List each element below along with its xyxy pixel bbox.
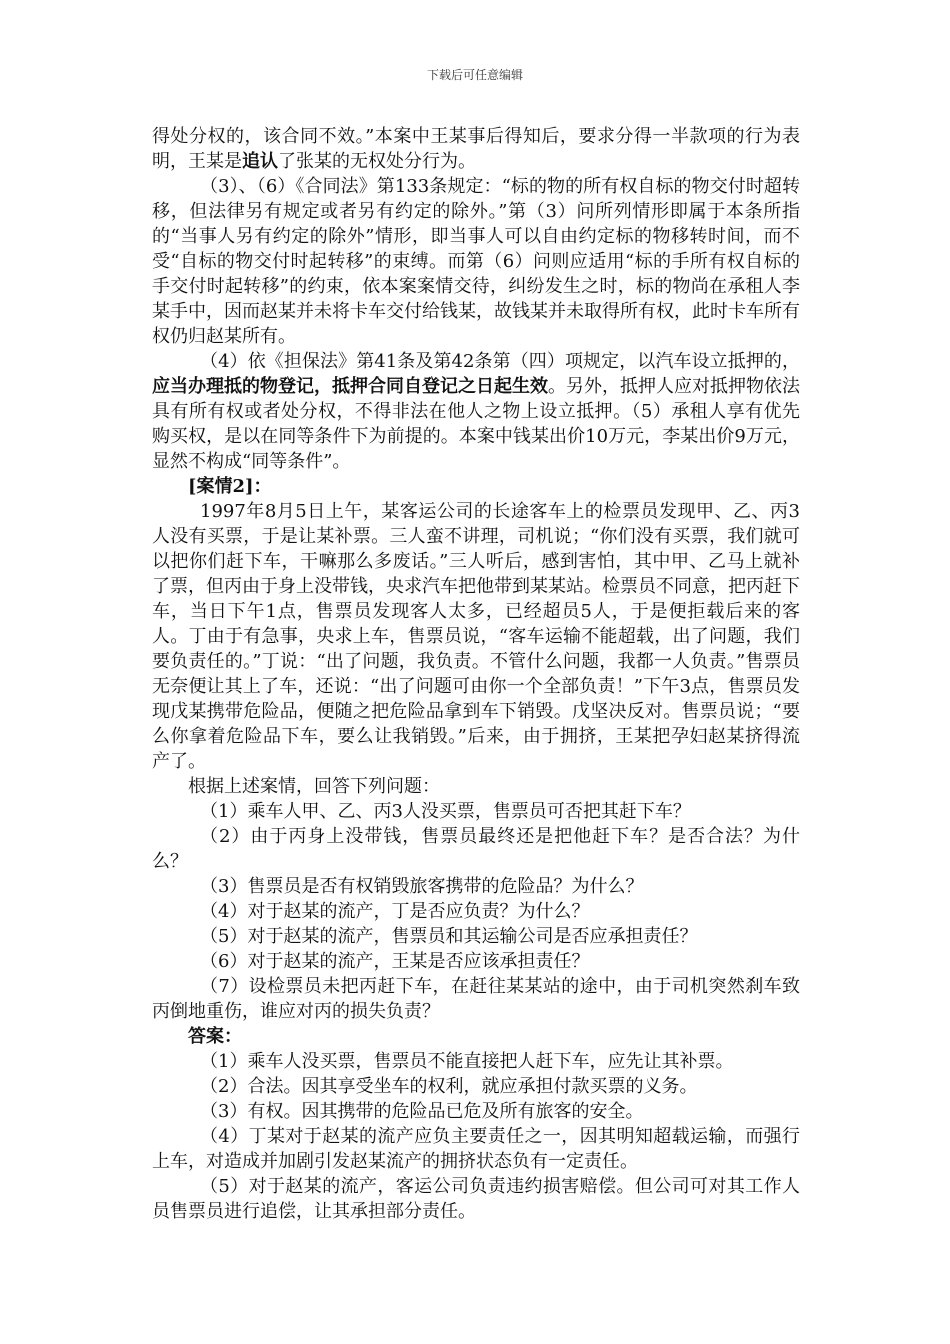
section-heading-answers: 答案： xyxy=(188,1026,242,1047)
paragraph-text: 得处分权的，该合同不效。”本案中王某事后得知后，要求分得一半款项的行为表明，王某是 xyxy=(152,126,800,172)
page-header: 下载后可任意编辑 xyxy=(426,68,523,82)
paragraph-continuation xyxy=(152,124,800,174)
bold-term: 追认 xyxy=(242,151,278,172)
question-item: （7）设检票员未把丙赶下车，在赶往某某站的途中，由于司机突然刹车致丙倒地重伤，谁应对丙的损失负责？ xyxy=(152,976,800,1022)
answer-item: （2）合法。因其享受坐车的权利，就应承担付款买票的义务。 xyxy=(200,1076,698,1097)
section-heading-case2: [案情2]： xyxy=(188,476,272,497)
question-item: （5）对于赵某的流产，售票员和其运输公司是否应承担责任？ xyxy=(200,926,698,947)
paragraph-text: （4）依《担保法》第41条及第42条第（四）项规定，以汽车设立抵押的， xyxy=(200,351,800,372)
question-item: （1）乘车人甲、乙、丙3人没买票，售票员可否把其赶下车？ xyxy=(200,801,691,822)
questions-intro: 根据上述案情，回答下列问题： xyxy=(188,776,440,797)
answer-item: （5）对于赵某的流产，客运公司负责违约损害赔偿。但公司可对其工作人员售票员进行追偿，让其承担部分责任。 xyxy=(152,1176,800,1222)
paragraph-answer-3-6: （3）、（6）《合同法》第133条规定：“标的物的所有权自标的物交付时超转移，但法律另有规定或者另有约定的除外。”第（3）问所列情形即属于本条所指的“当事人另有约定的除外”情形，即当事人可以自由约定标的物移转时间，而不受“自标的物交付时起转移”的束缚。而第（6）问则应适用“标的手所有权自标的手交付时起转移”的约束，依本案案情交待，纠纷发生之时，标的物尚在承租人李某手中，因而赵某并未将卡车交付给钱某，故钱某并未取得所有权，此时卡车所有权仍归赵某所有。 xyxy=(152,176,800,347)
question-item: （3）售票员是否有权销毁旅客携带的危险品？为什么？ xyxy=(200,876,644,897)
document-body xyxy=(152,124,800,1224)
question-item: （4）对于赵某的流产，丁是否应负责？为什么？ xyxy=(200,901,590,922)
answer-item: （3）有权。因其携带的危险品已危及所有旅客的安全。 xyxy=(200,1101,644,1122)
question-item: （2）由于丙身上没带钱，售票员最终还是把他赶下车？是否合法？为什么？ xyxy=(152,826,800,872)
paragraph-text: 。另外，抵押人应对抵押物依法具有所有权或者处分权，不得非法在他人之物上设立抵押。（5）承租人享有优先购买权，是以在同等条件下为前提的。本案中钱某出价10万元，李某出价9万元，显然不构成“同等条件”。 xyxy=(152,376,800,472)
question-item: （6）对于赵某的流产，王某是否应该承担责任？ xyxy=(200,951,590,972)
bold-phrase: 应当办理抵的物登记，抵押合同自登记之日起生效 xyxy=(152,376,548,397)
answer-item: （4）丁某对于赵某的流产应负主要责任之一，因其明知超载运输，而强行上车，对造成并加剧引发赵某流产的拥挤状态负有一定责任。 xyxy=(152,1126,800,1172)
paragraph-text: 了张某的无权处分行为。 xyxy=(278,151,476,172)
paragraph-answer-4-5 xyxy=(152,349,800,474)
answer-item: （1）乘车人没买票，售票员不能直接把人赶下车，应先让其补票。 xyxy=(200,1051,734,1072)
case2-narrative: 1997年8月5日上午，某客运公司的长途客车上的检票员发现甲、乙、丙3人没有买票，于是让某补票。三人蛮不讲理，司机说；“你们没有买票，我们就可以把你们赶下车，干嘛那么多废话。”三人听后，感到害怕，其中甲、乙马上就补了票，但丙由于身上没带钱，央求汽车把他带到某某站。检票员不同意，把丙赶下车，当日下午1点，售票员发现客人太多，已经超员5人，于是便拒载后来的客人。丁由于有急事，央求上车，售票员说，“客车运输不能超载，出了问题，我们要负责任的。”丁说：“出了问题，我负责。不管什么问题，我都一人负责。”售票员无奈便让其上了车，还说：“出了问题可由你一个全部负责！”下午3点，售票员发现戊某携带危险品，便随之把危险品拿到车下销毁。戊坚决反对。售票员说；“要么你拿着危险品下车，要么让我销毁。”后来，由于拥挤，王某把孕妇赵某挤得流产了。 xyxy=(152,501,800,772)
